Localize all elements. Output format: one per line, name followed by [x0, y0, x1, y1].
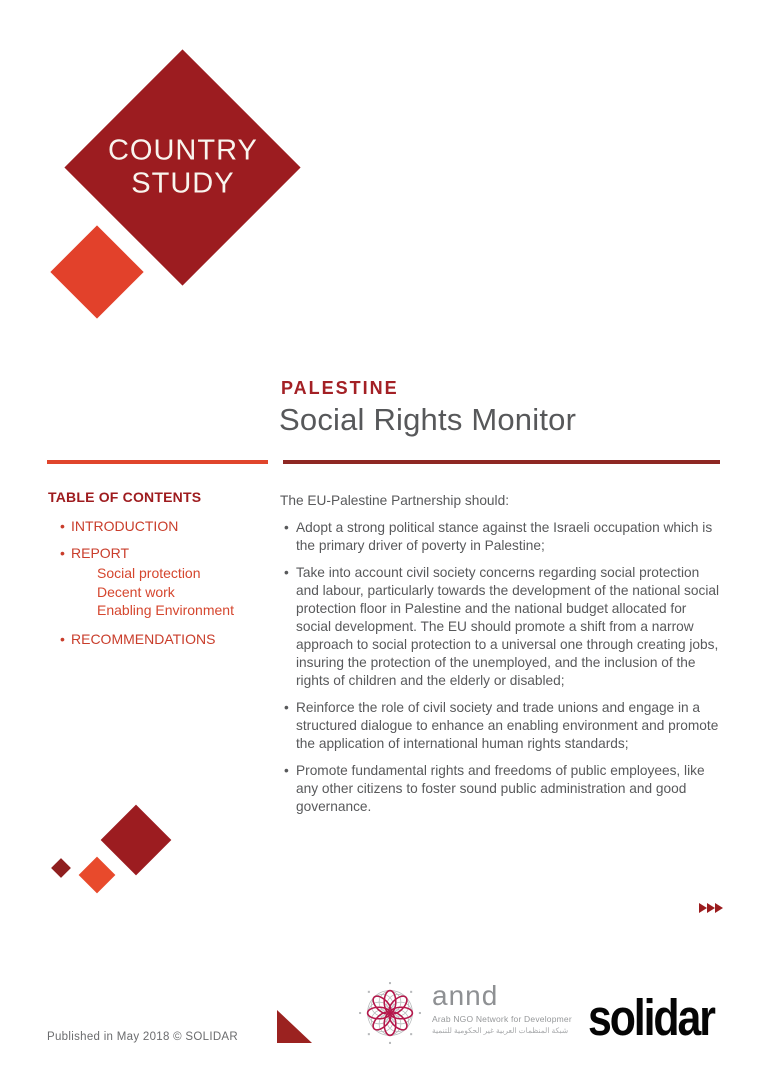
decor-diamond-large [101, 805, 172, 876]
annd-tagline: Arab NGO Network for Developmer [432, 1014, 572, 1024]
table-of-contents [48, 489, 273, 658]
badge-line2: STUDY [130, 167, 235, 200]
summary-bullet: • Promote fundamental rights and freedoms of public employees, like any other citizens to foster sound public administration and good governance. [288, 762, 722, 816]
published-note: Published in May 2018 © SOLIDAR [47, 1031, 239, 1043]
arrow-right-icon [707, 903, 715, 913]
annd-logo [356, 979, 572, 1052]
country-study-label [108, 134, 258, 201]
toc-subitem-enabling-environment[interactable]: Enabling Environment [97, 602, 234, 618]
annd-flower-icon [356, 979, 424, 1052]
solidar-wordmark: solidar [588, 989, 714, 1046]
annd-wordmark: annd [432, 980, 499, 1011]
annd-text-block [432, 979, 572, 1035]
toc-item-recommendations[interactable] [62, 631, 273, 647]
toc-heading: TABLE OF CONTENTS [48, 489, 202, 505]
annd-tagline-arabic: شبكة المنظمات العربية غير الحكومية للتنمية [432, 1026, 569, 1035]
summary-bullet: • Reinforce the role of civil society and trade unions and engage in a structured dialogue to enhance an enabling environment and promote the application of international human rights standards; [288, 699, 722, 753]
decor-diamond-orange [79, 857, 116, 894]
toc-subitem-social-protection[interactable]: Social protection [97, 565, 201, 581]
toc-item-label: REPORT [71, 545, 130, 561]
arrow-right-icon [699, 903, 707, 913]
title-rule [283, 460, 720, 464]
badge-line1: COUNTRY [107, 134, 258, 167]
toc-subitem-decent-work[interactable]: Decent work [97, 583, 175, 600]
summary-intro: The EU-Palestine Partnership should: [280, 493, 510, 508]
toc-item-label: INTRODUCTION [71, 518, 179, 534]
toc-list [62, 518, 273, 647]
decor-diamond-small [51, 858, 71, 878]
summary-bullet-list [288, 519, 722, 816]
toc-item-report[interactable] [62, 545, 273, 620]
summary-bullet: • Adopt a strong political stance against the Israeli occupation which is the primary driver of poverty in Palestine; [288, 519, 722, 555]
solidar-logo [588, 989, 738, 1046]
page-title: Social Rights Monitor [279, 402, 577, 437]
toc-rule [47, 460, 268, 464]
arrow-right-icon [715, 903, 723, 913]
toc-sublist [97, 565, 273, 620]
accent-diamond-top [50, 225, 143, 318]
corner-triangle-icon [277, 1010, 312, 1043]
toc-item-introduction[interactable] [62, 518, 273, 534]
summary-bullet: • Take into account civil society concerns regarding social protection and labour, particularly towards the development of the national social protection floor in Palestine and the national budget allocated for social development. The EU should promote a shift from a narrow approach to social protection to a universal one through creating jobs, insuring the protection of the unemployed, and the inclusion of the rights of children and the elderly or disabled; [288, 564, 722, 690]
more-arrows-icon [699, 903, 723, 913]
summary [280, 492, 722, 825]
toc-item-label: RECOMMENDATIONS [71, 630, 216, 647]
country-kicker: PALESTINE [281, 378, 399, 398]
